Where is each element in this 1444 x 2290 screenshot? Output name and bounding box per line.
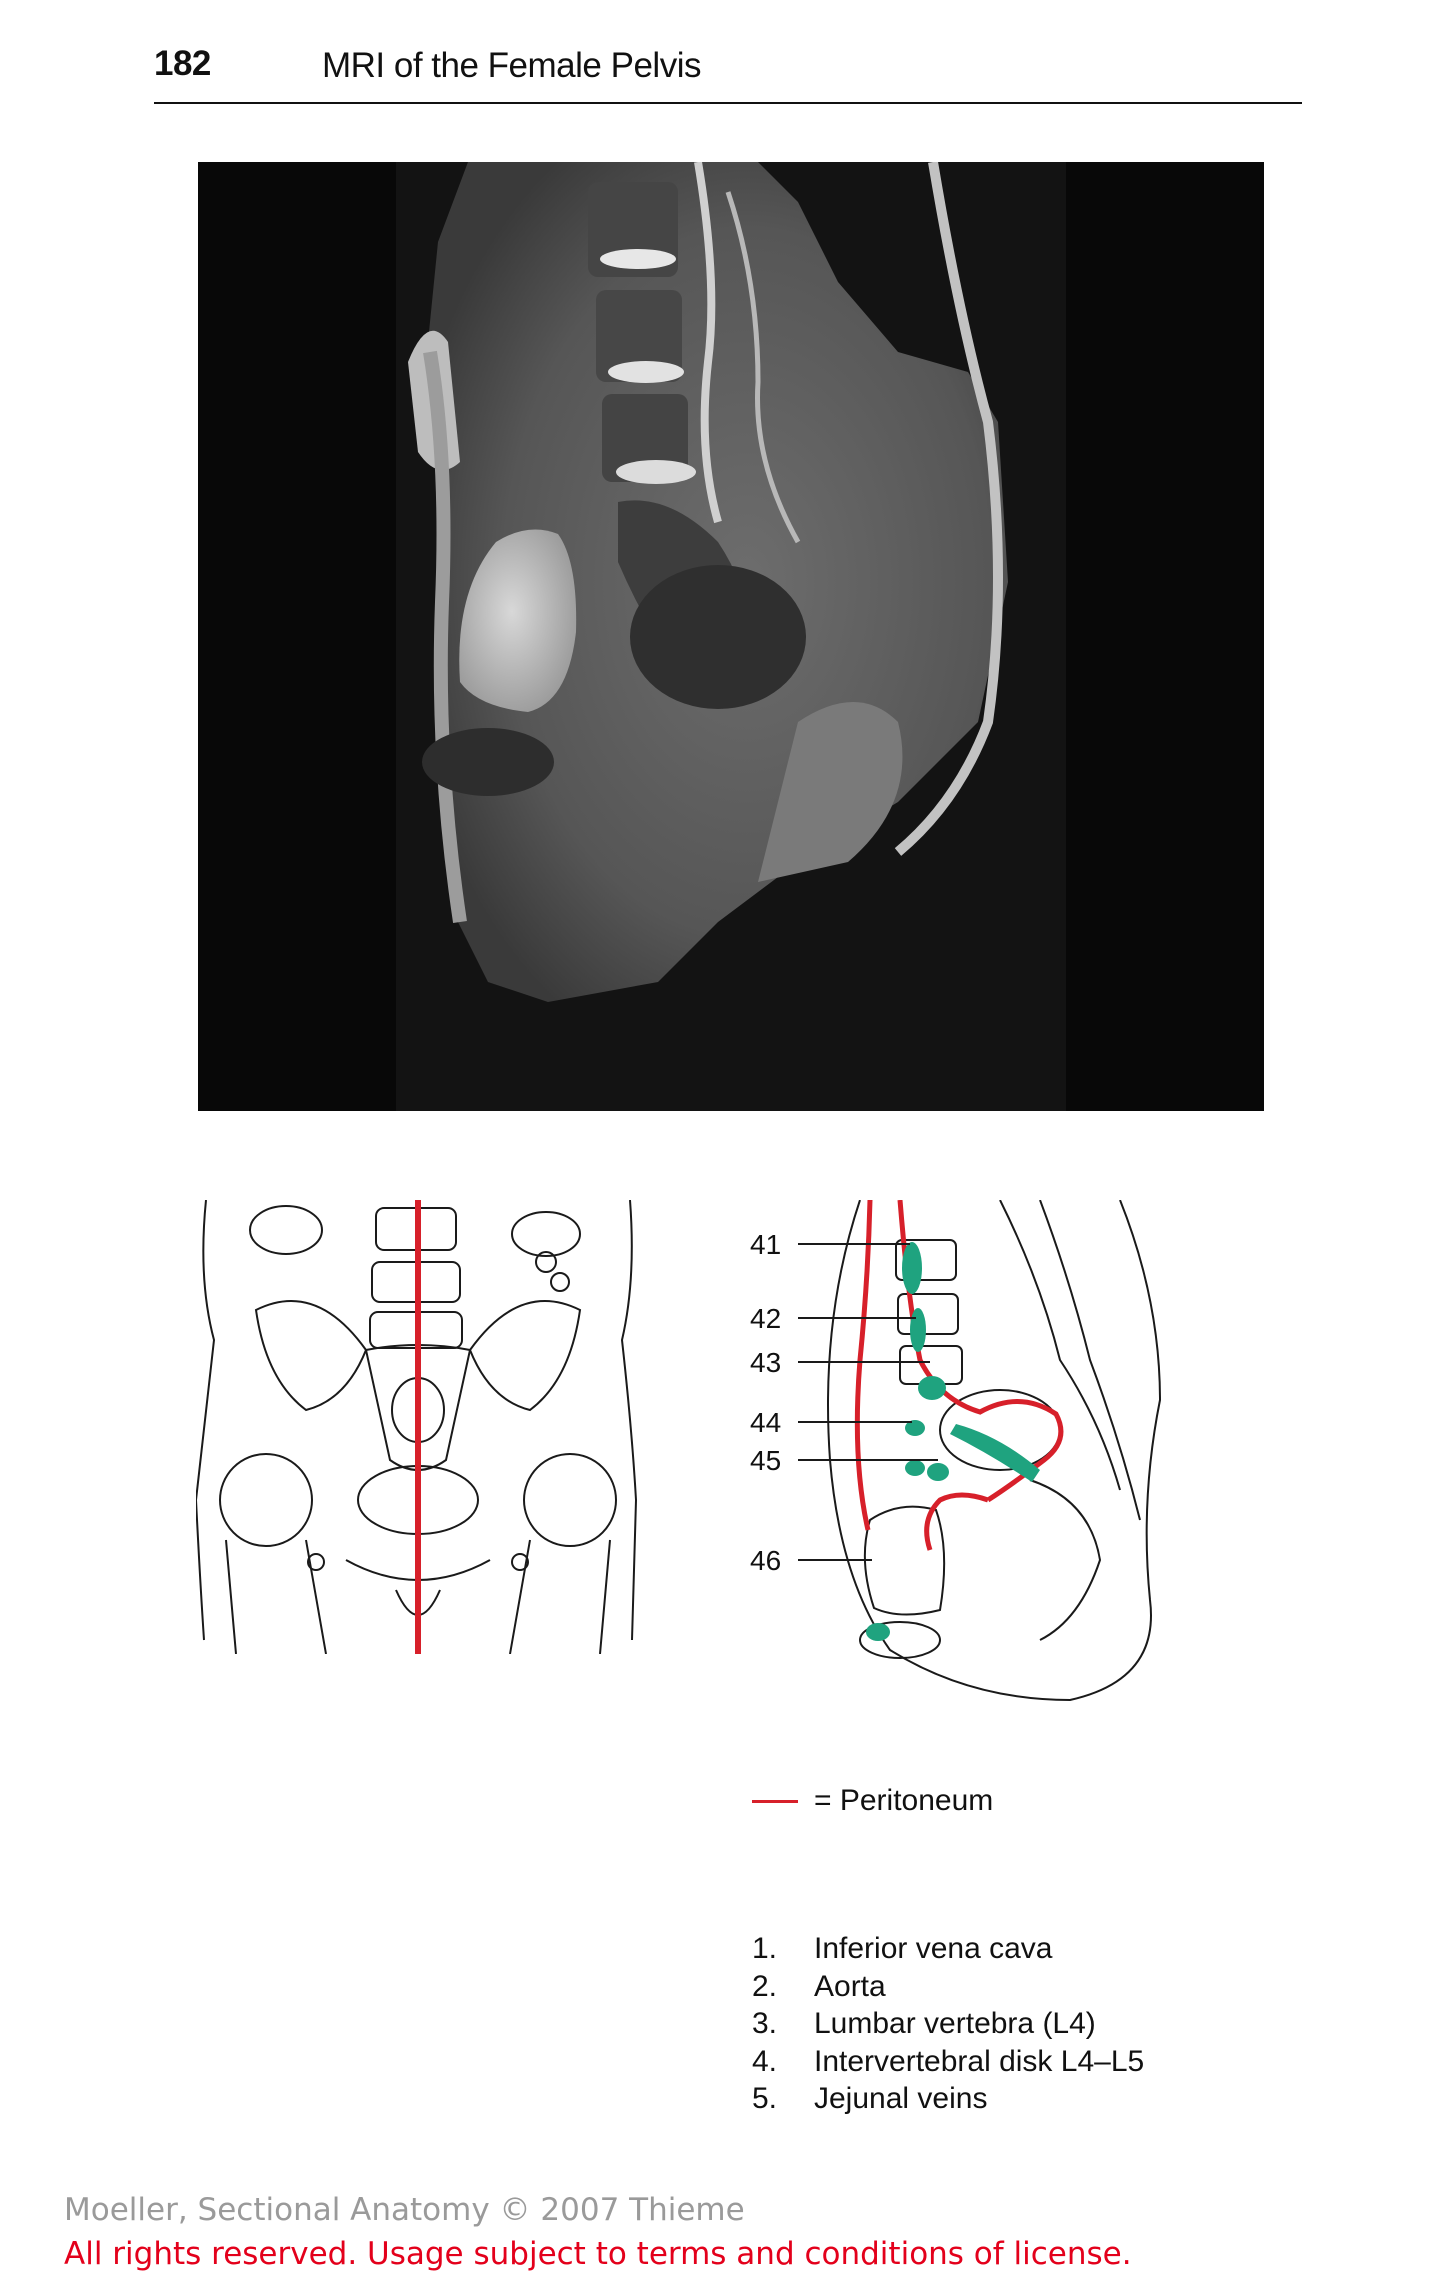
list-item bbox=[752, 1968, 1144, 2006]
callout-label: 46 bbox=[750, 1545, 782, 1576]
peritoneum-swatch bbox=[752, 1800, 798, 1803]
callout-label: 41 bbox=[750, 1229, 782, 1260]
list-item-number: 5. bbox=[752, 2082, 778, 2115]
running-title: MRI of the Female Pelvis bbox=[322, 46, 701, 85]
list-item bbox=[752, 2043, 1144, 2081]
callout-label: 45 bbox=[750, 1445, 782, 1476]
header-rule bbox=[154, 102, 1302, 104]
structure-list bbox=[752, 1930, 1144, 2118]
page-number: 182 bbox=[154, 44, 211, 83]
list-item bbox=[752, 2005, 1144, 2043]
list-item-label: Jejunal veins bbox=[814, 2082, 988, 2115]
callout-label: 44 bbox=[750, 1407, 782, 1438]
footer-credit: Moeller, Sectional Anatomy © 2007 Thieme bbox=[64, 2192, 745, 2228]
list-item-label: Aorta bbox=[814, 1969, 886, 2003]
list-item-label: Intervertebral disk L4–L5 bbox=[814, 2044, 1145, 2078]
coronal-reference-drawing bbox=[196, 1200, 640, 1654]
list-item-label: Inferior vena cava bbox=[814, 1932, 1053, 1965]
list-item bbox=[752, 2080, 1144, 2118]
callout-label: 42 bbox=[750, 1303, 782, 1334]
callout-label: 43 bbox=[750, 1347, 782, 1378]
peritoneum-legend bbox=[752, 1784, 993, 1818]
footer-rights: All rights reserved. Usage subject to terms and conditions of license. bbox=[64, 2236, 1132, 2272]
peritoneum-legend-label: = Peritoneum bbox=[814, 1784, 994, 1817]
list-item-number: 2. bbox=[752, 1969, 778, 2003]
list-item-number: 4. bbox=[752, 2044, 778, 2078]
list-item-label: Lumbar vertebra (L4) bbox=[814, 2007, 1096, 2040]
list-item bbox=[752, 1930, 1144, 1968]
mri-image bbox=[198, 162, 1264, 1111]
sagittal-labeled-drawing bbox=[740, 1200, 1190, 1720]
list-item-number: 1. bbox=[752, 1932, 778, 1965]
list-item-number: 3. bbox=[752, 2007, 778, 2040]
